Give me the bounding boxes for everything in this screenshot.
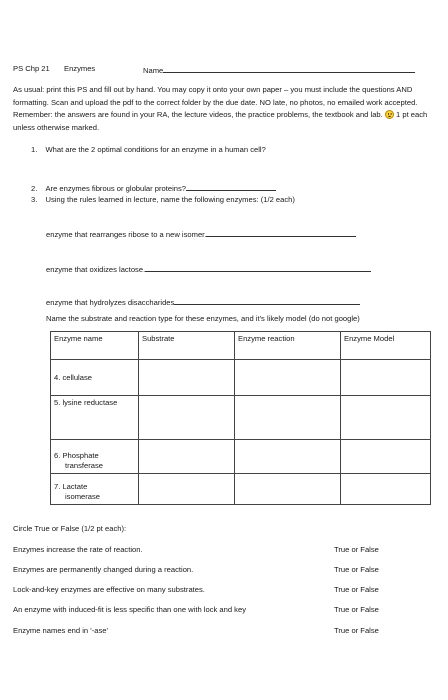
answer-blank[interactable] [145, 263, 371, 272]
course-label: PS Chp 21 [13, 64, 50, 73]
true-false-option[interactable]: True or False [334, 565, 379, 574]
enzyme-prompt-text: enzyme that hydrolyzes disaccharides [46, 298, 175, 307]
substrate-cell[interactable] [139, 474, 235, 505]
true-false-option[interactable]: True or False [334, 545, 379, 554]
reaction-cell[interactable] [235, 474, 341, 505]
true-false-statement: Enzymes are permanently changed during a reaction. [13, 565, 194, 574]
model-cell[interactable] [341, 474, 431, 505]
enzyme-name-cell: 7. Lactate isomerase [51, 474, 139, 505]
instructions-text: As usual: print this PS and fill out by hand. You may copy it onto your own paper – you must include the questions AND formatting. Scan and upload the pdf to the correct folder by the due date. NO late, no photos, no emailed work accepted. Remember: the answers are found in your RA, the lecture videos, the practice problems, the textbook and lab. [13, 85, 418, 120]
enzyme-name-cell: 4. cellulase [51, 360, 139, 396]
name-label: Name [143, 66, 164, 75]
model-cell[interactable] [341, 440, 431, 474]
true-false-option[interactable]: True or False [334, 605, 379, 614]
topic-label: Enzymes [64, 64, 96, 73]
answer-blank[interactable] [186, 182, 276, 191]
substrate-cell[interactable] [139, 396, 235, 440]
header-substrate: Substrate [139, 332, 235, 360]
table-row [51, 396, 431, 440]
question-2 [31, 182, 276, 194]
substrate-cell[interactable] [139, 360, 235, 396]
question-3 [31, 195, 295, 205]
substrate-cell[interactable] [139, 440, 235, 474]
question-1 [31, 145, 266, 155]
model-cell[interactable] [341, 360, 431, 396]
question-number: 1. [31, 145, 38, 154]
true-false-heading: Circle True or False (1/2 pt each): [13, 524, 127, 533]
question-text: Using the rules learned in lecture, name the following enzymes: (1/2 each) [45, 195, 295, 204]
reaction-cell[interactable] [235, 396, 341, 440]
name-field[interactable] [143, 64, 415, 76]
table-intro: Name the substrate and reaction type for these enzymes, and it's likely model (do not google) [46, 314, 360, 323]
enzyme-prompt-1 [46, 228, 356, 240]
table-header-row [51, 332, 431, 360]
answer-blank[interactable] [174, 296, 360, 305]
question-text: What are the 2 optimal conditions for an enzyme in a human cell? [45, 145, 266, 154]
enzyme-name-cell: 5. lysine reductase [51, 396, 139, 440]
enzyme-prompt-text: enzyme that oxidizes lactose. [46, 265, 146, 274]
name-blank[interactable] [163, 64, 415, 73]
table-row [51, 440, 431, 474]
true-false-statement: An enzyme with induced-fit is less specific than one with lock and key [13, 605, 246, 614]
header-enzyme-name: Enzyme name [51, 332, 139, 360]
table-row [51, 360, 431, 396]
enzyme-prompt-text: enzyme that rearranges ribose to a new isomer. [46, 230, 207, 239]
true-false-option[interactable]: True or False [334, 626, 379, 635]
true-false-statement: Lock-and-key enzymes are effective on many substrates. [13, 585, 205, 594]
enzyme-table [50, 331, 431, 505]
true-false-statement: Enzyme names end in '-ase' [13, 626, 108, 635]
true-false-statement: Enzymes increase the rate of reaction. [13, 545, 143, 554]
enzyme-prompt-3 [46, 296, 360, 308]
true-false-option[interactable]: True or False [334, 585, 379, 594]
answer-blank[interactable] [206, 228, 356, 237]
question-number: 2. [31, 184, 38, 193]
table-row [51, 474, 431, 505]
header-enzyme-model: Enzyme Model [341, 332, 431, 360]
smiley-face-icon [385, 110, 394, 119]
reaction-cell[interactable] [235, 360, 341, 396]
header-enzyme-reaction: Enzyme reaction [235, 332, 341, 360]
points-note: 1 pt each unless otherwise marked. [13, 110, 428, 132]
enzyme-prompt-2 [46, 263, 371, 275]
model-cell[interactable] [341, 396, 431, 440]
instructions-paragraph [13, 84, 433, 134]
enzyme-name-cell: 6. Phosphate transferase [51, 440, 139, 474]
reaction-cell[interactable] [235, 440, 341, 474]
question-number: 3. [31, 195, 38, 204]
question-text: Are enzymes fibrous or globular proteins? [45, 184, 187, 193]
